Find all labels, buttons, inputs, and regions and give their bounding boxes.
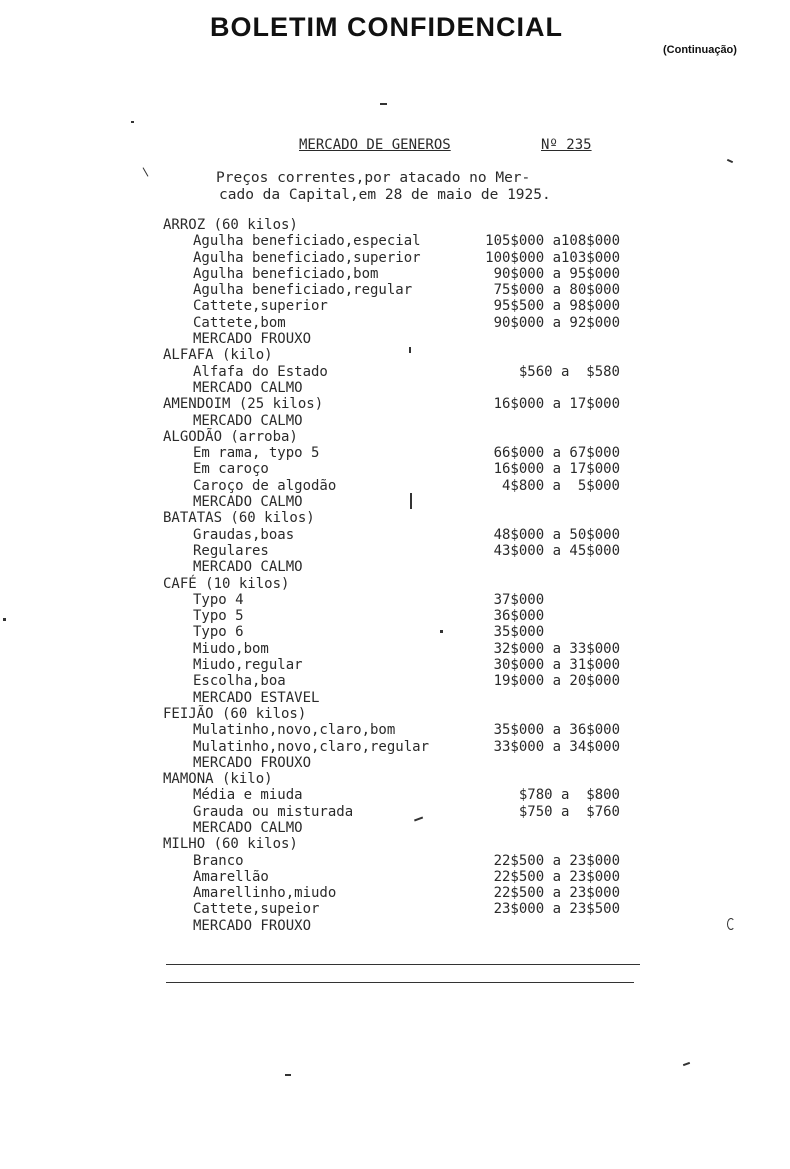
commodity-heading bbox=[0, 706, 790, 722]
report-title: MERCADO DE GENEROS bbox=[299, 137, 451, 153]
row-label: Typo 4 bbox=[193, 591, 244, 608]
price-row bbox=[0, 592, 790, 608]
row-price: 95$500 a 98$000 bbox=[493, 298, 620, 315]
row-price: 66$000 a 67$000 bbox=[493, 445, 620, 462]
row-label: MERCADO FROUXO bbox=[193, 331, 312, 348]
price-row bbox=[0, 755, 790, 771]
commodity-heading bbox=[0, 576, 790, 592]
commodity-heading bbox=[0, 510, 790, 526]
scan-speck bbox=[3, 618, 6, 621]
continuation-label: (Continuação) bbox=[663, 44, 737, 56]
row-label: Miudo,bom bbox=[193, 640, 269, 657]
price-row bbox=[0, 885, 790, 901]
price-row bbox=[0, 315, 790, 331]
row-price: $560 a $580 bbox=[518, 363, 620, 380]
row-label: FEIJÃO (60 kilos) bbox=[163, 705, 307, 722]
price-row bbox=[0, 298, 790, 314]
commodity-heading bbox=[0, 347, 790, 363]
row-label: Amarellão bbox=[193, 868, 269, 885]
row-price: 22$500 a 23$000 bbox=[493, 852, 620, 869]
price-row bbox=[0, 331, 790, 347]
row-price: 35$000 bbox=[493, 624, 620, 641]
row-price: 4$800 a 5$000 bbox=[501, 477, 620, 494]
row-label: Cattete,bom bbox=[193, 314, 286, 331]
row-label: Regulares bbox=[193, 542, 269, 559]
row-label: Graudas,boas bbox=[193, 526, 295, 543]
row-price: 22$500 a 23$000 bbox=[493, 885, 620, 902]
divider-line bbox=[166, 982, 634, 983]
scan-speck bbox=[727, 159, 733, 163]
price-row bbox=[0, 266, 790, 282]
row-price: $780 a $800 bbox=[518, 787, 620, 804]
row-price: 36$000 bbox=[493, 608, 620, 625]
row-label: MERCADO CALMO bbox=[193, 559, 303, 576]
row-label: Typo 5 bbox=[193, 608, 244, 625]
row-price: 90$000 a 92$000 bbox=[493, 314, 620, 331]
price-row bbox=[0, 445, 790, 461]
row-label: Mulatinho,novo,claro,bom bbox=[193, 722, 396, 739]
row-price: 43$000 a 45$000 bbox=[493, 542, 620, 559]
row-price: 100$000 a103$000 bbox=[485, 249, 620, 266]
row-label: Alfafa do Estado bbox=[193, 363, 328, 380]
row-label: Grauda ou misturada bbox=[193, 803, 354, 820]
price-row bbox=[0, 804, 790, 820]
row-label: Branco bbox=[193, 852, 244, 869]
row-label: Caroço de algodão bbox=[193, 477, 337, 494]
price-table bbox=[0, 217, 790, 934]
row-label: MERCADO ESTAVEL bbox=[193, 689, 320, 706]
intro-line-2: cado da Capital,em 28 de maio de 1925. bbox=[219, 187, 551, 203]
price-row bbox=[0, 853, 790, 869]
row-price: 75$000 a 80$000 bbox=[493, 282, 620, 299]
report-intro bbox=[216, 170, 616, 204]
scan-speck bbox=[131, 121, 134, 123]
row-label: ARROZ (60 kilos) bbox=[163, 217, 298, 233]
row-price: 33$000 a 34$000 bbox=[493, 738, 620, 755]
row-label: Escolha,boa bbox=[193, 673, 286, 690]
row-label: Agulha beneficiado,bom bbox=[193, 265, 379, 282]
row-label: MERCADO FROUXO bbox=[193, 917, 312, 934]
price-row bbox=[0, 527, 790, 543]
row-label: MERCADO CALMO bbox=[193, 379, 303, 396]
price-row bbox=[0, 543, 790, 559]
row-label: MERCADO FROUXO bbox=[193, 754, 312, 771]
row-price: 23$000 a 23$500 bbox=[493, 901, 620, 918]
commodity-heading bbox=[0, 217, 790, 233]
bulletin-title: BOLETIM CONFIDENCIAL bbox=[210, 12, 563, 42]
row-label: Cattete,supeior bbox=[193, 901, 320, 918]
scan-speck bbox=[440, 630, 443, 633]
price-row bbox=[0, 869, 790, 885]
row-price: 35$000 a 36$000 bbox=[493, 722, 620, 739]
row-price: 37$000 bbox=[493, 591, 620, 608]
price-row bbox=[0, 413, 790, 429]
row-price: 16$000 a 17$000 bbox=[493, 396, 620, 413]
row-label: Cattete,superior bbox=[193, 298, 328, 315]
row-label: Agulha beneficiado,especial bbox=[193, 233, 421, 250]
row-label: ALGODÃO (arroba) bbox=[163, 428, 298, 445]
intro-line-1: Preços correntes,por atacado no Mer- bbox=[216, 170, 531, 186]
commodity-heading bbox=[0, 771, 790, 787]
row-label: MERCADO CALMO bbox=[193, 412, 303, 429]
row-label: Agulha beneficiado,regular bbox=[193, 282, 413, 299]
price-row bbox=[0, 559, 790, 575]
row-label: Em caroço bbox=[193, 461, 269, 478]
row-price: 105$000 a108$000 bbox=[485, 233, 620, 250]
price-row bbox=[0, 641, 790, 657]
row-label: Mulatinho,novo,claro,regular bbox=[193, 738, 430, 755]
row-label: ALFAFA (kilo) bbox=[163, 347, 273, 364]
price-row bbox=[0, 918, 790, 934]
row-label: Média e miuda bbox=[193, 787, 303, 804]
commodity-heading bbox=[0, 836, 790, 852]
row-price: 16$000 a 17$000 bbox=[493, 461, 620, 478]
scan-speck bbox=[380, 103, 387, 105]
row-label: MERCADO CALMO bbox=[193, 819, 303, 836]
price-row bbox=[0, 820, 790, 836]
price-row bbox=[0, 494, 790, 510]
row-label: MERCADO CALMO bbox=[193, 494, 303, 511]
price-row bbox=[0, 657, 790, 673]
row-label: Agulha beneficiado,superior bbox=[193, 249, 421, 266]
price-row bbox=[0, 624, 790, 640]
row-label: CAFÉ (10 kilos) bbox=[163, 575, 290, 592]
report-number: Nº 235 bbox=[541, 137, 592, 153]
row-label: MAMONA (kilo) bbox=[163, 771, 273, 788]
price-row bbox=[0, 461, 790, 477]
scan-speck bbox=[410, 493, 412, 509]
row-label: Amarellinho,miudo bbox=[193, 885, 337, 902]
price-row bbox=[0, 364, 790, 380]
row-label: Typo 6 bbox=[193, 624, 244, 641]
commodity-heading bbox=[0, 396, 790, 412]
divider-line bbox=[166, 964, 640, 965]
row-price: 30$000 a 31$000 bbox=[493, 657, 620, 674]
commodity-heading bbox=[0, 429, 790, 445]
row-price: 19$000 a 20$000 bbox=[493, 673, 620, 690]
row-label: Em rama, typo 5 bbox=[193, 445, 320, 462]
row-price: 48$000 a 50$000 bbox=[493, 526, 620, 543]
price-row bbox=[0, 901, 790, 917]
price-row bbox=[0, 690, 790, 706]
price-row bbox=[0, 608, 790, 624]
price-row bbox=[0, 478, 790, 494]
row-price: 32$000 a 33$000 bbox=[493, 640, 620, 657]
price-row bbox=[0, 722, 790, 738]
price-row bbox=[0, 787, 790, 803]
price-row bbox=[0, 380, 790, 396]
price-row bbox=[0, 673, 790, 689]
row-price: 90$000 a 95$000 bbox=[493, 265, 620, 282]
price-row bbox=[0, 233, 790, 249]
price-row bbox=[0, 739, 790, 755]
scan-speck bbox=[727, 918, 735, 930]
price-row bbox=[0, 282, 790, 298]
row-label: AMENDOIM (25 kilos) bbox=[163, 396, 324, 413]
row-label: BATATAS (60 kilos) bbox=[163, 510, 315, 527]
scan-speck bbox=[683, 1062, 690, 1066]
price-row bbox=[0, 250, 790, 266]
row-price: $750 a $760 bbox=[518, 803, 620, 820]
row-label: Miudo,regular bbox=[193, 657, 303, 674]
scan-speck bbox=[409, 347, 411, 353]
scan-speck bbox=[143, 167, 149, 176]
row-label: MILHO (60 kilos) bbox=[163, 836, 298, 853]
scan-speck bbox=[285, 1074, 291, 1076]
row-price: 22$500 a 23$000 bbox=[493, 868, 620, 885]
